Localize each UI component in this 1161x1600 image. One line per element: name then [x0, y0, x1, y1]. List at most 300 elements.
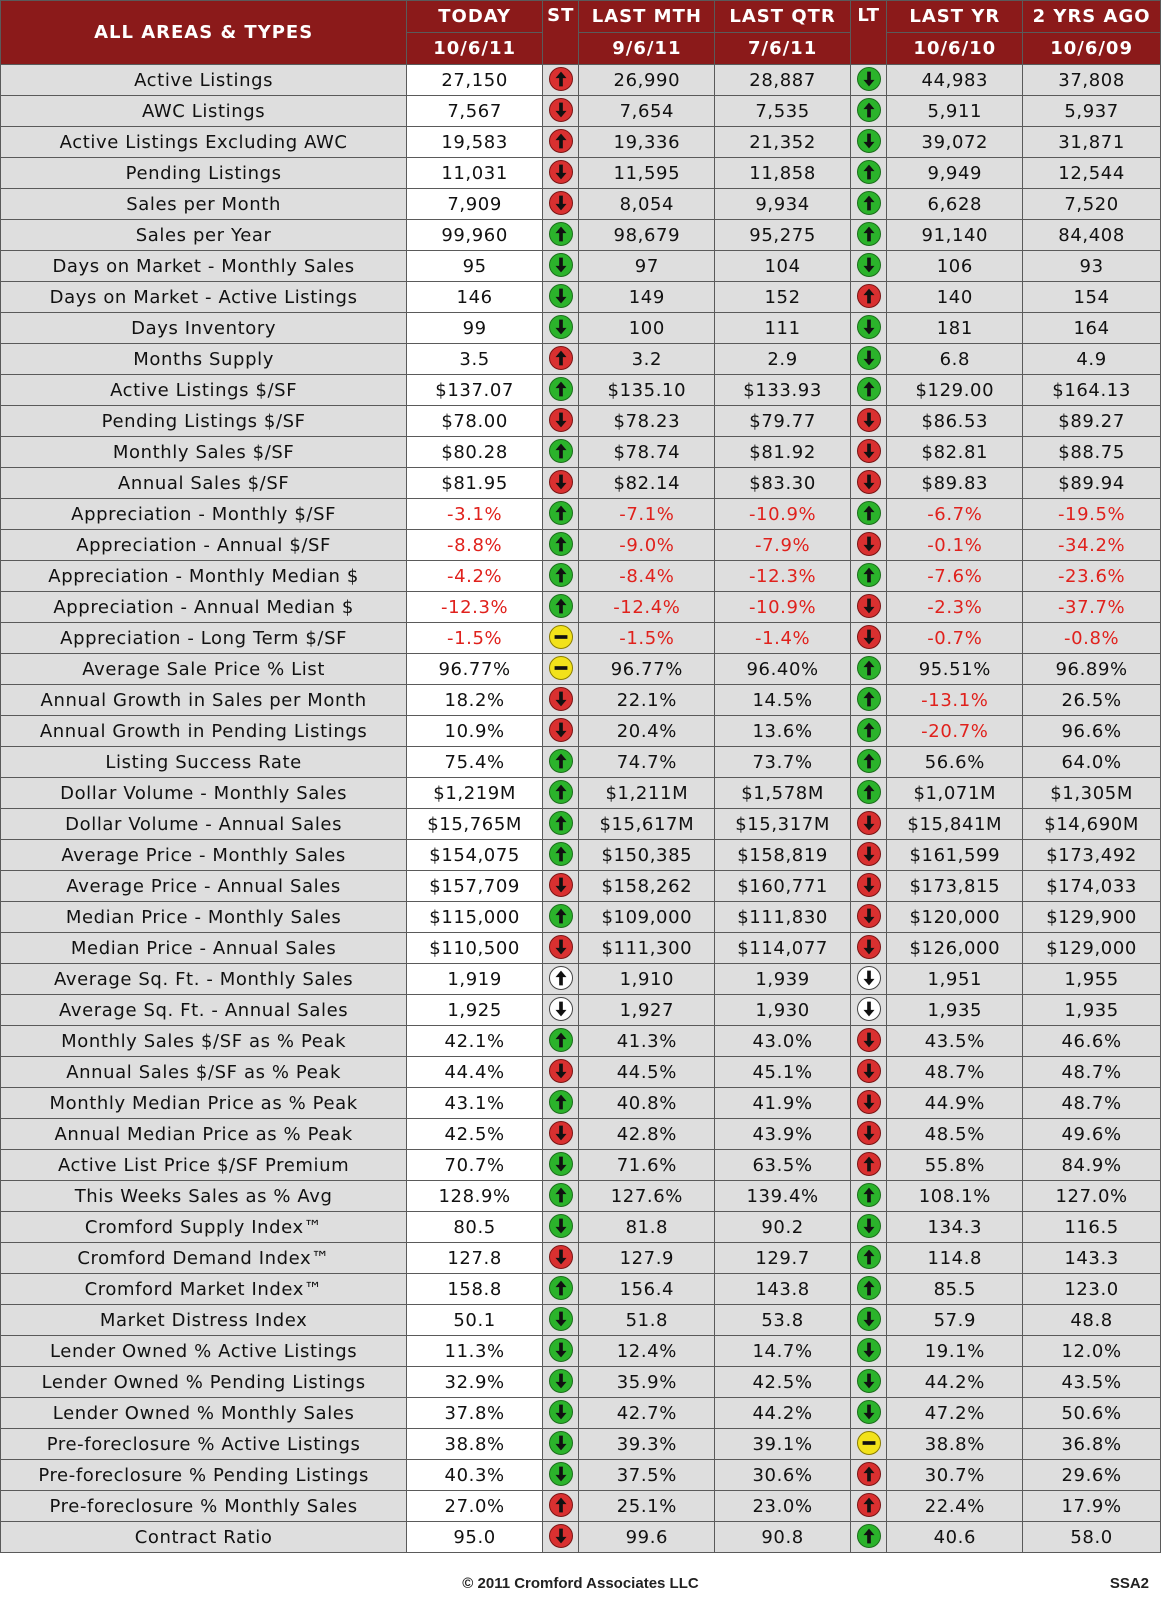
last-qtr-value: 43.9% [715, 1119, 851, 1150]
last-mth-value: 149 [579, 282, 715, 313]
two-yrs-value: 84.9% [1023, 1150, 1161, 1181]
st-indicator [543, 685, 579, 716]
today-value: 1,925 [407, 995, 543, 1026]
last-mth-value: 22.1% [579, 685, 715, 716]
lt-indicator [850, 1088, 886, 1119]
row-label: Pre-foreclosure % Monthly Sales [1, 1491, 407, 1522]
two-yrs-value: $129,000 [1023, 933, 1161, 964]
last-mth-value: 37.5% [579, 1460, 715, 1491]
arrow-down-red-icon [549, 687, 573, 711]
last-yr-value: -7.6% [887, 561, 1023, 592]
two-yrs-value: $1,305M [1023, 778, 1161, 809]
table-row [1, 530, 1161, 561]
arrow-down-white-icon [857, 966, 881, 990]
lt-indicator [850, 1522, 886, 1553]
arrow-down-green-icon [857, 67, 881, 91]
arrow-up-red-icon [857, 1462, 881, 1486]
today-value: 99 [407, 313, 543, 344]
col-today-date: 10/6/11 [407, 33, 543, 65]
last-mth-value: 100 [579, 313, 715, 344]
lt-indicator [850, 933, 886, 964]
arrow-down-red-icon [857, 935, 881, 959]
two-yrs-value: 58.0 [1023, 1522, 1161, 1553]
lt-indicator [850, 1460, 886, 1491]
arrow-down-red-icon [857, 625, 881, 649]
st-indicator [543, 840, 579, 871]
arrow-up-green-icon [549, 439, 573, 463]
table-row [1, 1119, 1161, 1150]
arrow-up-green-icon [549, 842, 573, 866]
arrow-up-green-icon [857, 160, 881, 184]
last-qtr-value: 41.9% [715, 1088, 851, 1119]
table-row [1, 1212, 1161, 1243]
lt-indicator [850, 282, 886, 313]
last-yr-value: 91,140 [887, 220, 1023, 251]
arrow-up-green-icon [549, 1090, 573, 1114]
two-yrs-value: $89.94 [1023, 468, 1161, 499]
last-yr-value: 57.9 [887, 1305, 1023, 1336]
last-mth-value: 42.8% [579, 1119, 715, 1150]
two-yrs-value: 7,520 [1023, 189, 1161, 220]
two-yrs-value: $173,492 [1023, 840, 1161, 871]
last-qtr-value: 45.1% [715, 1057, 851, 1088]
row-label: Pre-foreclosure % Active Listings [1, 1429, 407, 1460]
lt-indicator [850, 1491, 886, 1522]
last-mth-value: 51.8 [579, 1305, 715, 1336]
last-qtr-value: $15,317M [715, 809, 851, 840]
lt-indicator [850, 685, 886, 716]
table-row [1, 282, 1161, 313]
last-mth-value: 7,654 [579, 96, 715, 127]
today-value: $157,709 [407, 871, 543, 902]
two-yrs-value: $89.27 [1023, 406, 1161, 437]
today-value: 7,567 [407, 96, 543, 127]
today-value: 99,960 [407, 220, 543, 251]
table-row [1, 902, 1161, 933]
two-yrs-value: $14,690M [1023, 809, 1161, 840]
today-value: 3.5 [407, 344, 543, 375]
st-indicator [543, 902, 579, 933]
arrow-down-green-icon [549, 315, 573, 339]
arrow-up-green-icon [857, 98, 881, 122]
last-mth-value: 81.8 [579, 1212, 715, 1243]
two-yrs-value: 31,871 [1023, 127, 1161, 158]
last-yr-value: 40.6 [887, 1522, 1023, 1553]
last-mth-value: 127.9 [579, 1243, 715, 1274]
st-indicator [543, 1336, 579, 1367]
arrow-down-green-icon [549, 253, 573, 277]
st-indicator [543, 530, 579, 561]
st-indicator [543, 809, 579, 840]
st-indicator [543, 1181, 579, 1212]
last-mth-value: 19,336 [579, 127, 715, 158]
last-yr-value: 44,983 [887, 65, 1023, 96]
arrow-up-red-icon [549, 67, 573, 91]
two-yrs-value: 1,935 [1023, 995, 1161, 1026]
row-label: This Weeks Sales as % Avg [1, 1181, 407, 1212]
table-body [1, 65, 1161, 1553]
last-mth-value: 44.5% [579, 1057, 715, 1088]
lt-indicator [850, 189, 886, 220]
table-row [1, 1057, 1161, 1088]
table-row [1, 840, 1161, 871]
row-label: Active Listings Excluding AWC [1, 127, 407, 158]
lt-indicator [850, 1026, 886, 1057]
st-indicator [543, 747, 579, 778]
arrow-down-green-icon [549, 284, 573, 308]
copyright-notice: © 2011 Cromford Associates LLC [462, 1575, 699, 1592]
last-yr-value: -0.7% [887, 623, 1023, 654]
last-qtr-value: 9,934 [715, 189, 851, 220]
last-qtr-value: 63.5% [715, 1150, 851, 1181]
col-last-qtr-date: 7/6/11 [715, 33, 851, 65]
table-row [1, 127, 1161, 158]
st-indicator [543, 933, 579, 964]
two-yrs-value: 93 [1023, 251, 1161, 282]
lt-indicator [850, 127, 886, 158]
arrow-up-green-icon [549, 501, 573, 525]
last-yr-value: 6,628 [887, 189, 1023, 220]
st-indicator [543, 1491, 579, 1522]
row-label: Pending Listings [1, 158, 407, 189]
last-mth-value: 20.4% [579, 716, 715, 747]
last-yr-value: $173,815 [887, 871, 1023, 902]
today-value: 158.8 [407, 1274, 543, 1305]
lt-indicator [850, 1429, 886, 1460]
today-value: 75.4% [407, 747, 543, 778]
arrow-up-green-icon [549, 1183, 573, 1207]
arrow-up-green-icon [549, 1276, 573, 1300]
lt-indicator [850, 995, 886, 1026]
two-yrs-value: 48.8 [1023, 1305, 1161, 1336]
arrow-up-green-icon [549, 1028, 573, 1052]
lt-indicator [850, 1150, 886, 1181]
st-indicator [543, 1212, 579, 1243]
last-mth-value: 42.7% [579, 1398, 715, 1429]
last-mth-value: $82.14 [579, 468, 715, 499]
arrow-down-green-icon [549, 1338, 573, 1362]
lt-indicator [850, 871, 886, 902]
two-yrs-value: $174,033 [1023, 871, 1161, 902]
table-row [1, 65, 1161, 96]
st-indicator [543, 189, 579, 220]
arrow-down-red-icon [857, 470, 881, 494]
two-yrs-value: $164.13 [1023, 375, 1161, 406]
row-label: Annual Sales $/SF as % Peak [1, 1057, 407, 1088]
last-qtr-value: 43.0% [715, 1026, 851, 1057]
arrow-up-green-icon [857, 749, 881, 773]
last-yr-value: $15,841M [887, 809, 1023, 840]
lt-indicator [850, 809, 886, 840]
lt-indicator [850, 1336, 886, 1367]
row-label: Days on Market - Active Listings [1, 282, 407, 313]
last-qtr-value: $83.30 [715, 468, 851, 499]
st-indicator [543, 313, 579, 344]
last-qtr-value: 13.6% [715, 716, 851, 747]
row-label: Annual Sales $/SF [1, 468, 407, 499]
arrow-down-red-icon [857, 408, 881, 432]
two-yrs-value: 36.8% [1023, 1429, 1161, 1460]
st-indicator [543, 1522, 579, 1553]
header-row-labels [1, 1, 1161, 33]
last-yr-value: 48.5% [887, 1119, 1023, 1150]
row-label: Average Sq. Ft. - Annual Sales [1, 995, 407, 1026]
st-indicator [543, 406, 579, 437]
table-row [1, 747, 1161, 778]
lt-indicator [850, 623, 886, 654]
lt-indicator [850, 251, 886, 282]
today-value: $78.00 [407, 406, 543, 437]
last-yr-value: 55.8% [887, 1150, 1023, 1181]
last-yr-value: -0.1% [887, 530, 1023, 561]
lt-indicator [850, 964, 886, 995]
row-label: Active Listings $/SF [1, 375, 407, 406]
arrow-down-green-icon [549, 1369, 573, 1393]
table-row [1, 623, 1161, 654]
today-value: $154,075 [407, 840, 543, 871]
table-row [1, 964, 1161, 995]
last-yr-value: 39,072 [887, 127, 1023, 158]
last-yr-value: -13.1% [887, 685, 1023, 716]
last-mth-value: 74.7% [579, 747, 715, 778]
arrow-down-red-icon [857, 594, 881, 618]
two-yrs-value: 48.7% [1023, 1057, 1161, 1088]
last-qtr-value: $79.77 [715, 406, 851, 437]
last-qtr-value: 104 [715, 251, 851, 282]
last-yr-value: 48.7% [887, 1057, 1023, 1088]
last-yr-value: -2.3% [887, 592, 1023, 623]
arrow-down-red-icon [857, 811, 881, 835]
row-label: Contract Ratio [1, 1522, 407, 1553]
two-yrs-value: $88.75 [1023, 437, 1161, 468]
two-yrs-value: -37.7% [1023, 592, 1161, 623]
row-label: Sales per Year [1, 220, 407, 251]
arrow-up-green-icon [857, 718, 881, 742]
table-row [1, 251, 1161, 282]
st-indicator [543, 1460, 579, 1491]
row-label: Appreciation - Annual $/SF [1, 530, 407, 561]
arrow-down-green-icon [857, 346, 881, 370]
arrow-down-red-icon [549, 1245, 573, 1269]
last-yr-value: 5,911 [887, 96, 1023, 127]
row-label: Lender Owned % Monthly Sales [1, 1398, 407, 1429]
arrow-up-green-icon [857, 563, 881, 587]
neutral-dash-yellow-icon [549, 656, 573, 680]
arrow-down-green-icon [549, 1214, 573, 1238]
last-yr-value: 30.7% [887, 1460, 1023, 1491]
arrow-down-red-icon [549, 98, 573, 122]
arrow-down-green-icon [857, 1369, 881, 1393]
st-indicator [543, 1305, 579, 1336]
last-qtr-value: -12.3% [715, 561, 851, 592]
today-value: 128.9% [407, 1181, 543, 1212]
last-yr-value: 22.4% [887, 1491, 1023, 1522]
last-qtr-value: 95,275 [715, 220, 851, 251]
last-mth-value: $109,000 [579, 902, 715, 933]
arrow-down-red-icon [549, 718, 573, 742]
last-mth-value: $158,262 [579, 871, 715, 902]
row-label: Listing Success Rate [1, 747, 407, 778]
today-value: $115,000 [407, 902, 543, 933]
today-value: 32.9% [407, 1367, 543, 1398]
two-yrs-value: 46.6% [1023, 1026, 1161, 1057]
today-value: 38.8% [407, 1429, 543, 1460]
table-row [1, 344, 1161, 375]
arrow-down-red-icon [857, 1028, 881, 1052]
today-value: 70.7% [407, 1150, 543, 1181]
today-value: 40.3% [407, 1460, 543, 1491]
last-mth-value: 39.3% [579, 1429, 715, 1460]
lt-indicator [850, 902, 886, 933]
two-yrs-value: 17.9% [1023, 1491, 1161, 1522]
arrow-down-red-icon [549, 873, 573, 897]
row-label: Pending Listings $/SF [1, 406, 407, 437]
last-qtr-value: 23.0% [715, 1491, 851, 1522]
last-qtr-value: 28,887 [715, 65, 851, 96]
st-indicator [543, 871, 579, 902]
col-last-mth-label: LAST MTH [579, 1, 715, 33]
today-value: 37.8% [407, 1398, 543, 1429]
arrow-down-red-icon [857, 1059, 881, 1083]
table-row [1, 220, 1161, 251]
table-row [1, 406, 1161, 437]
last-yr-value: 44.2% [887, 1367, 1023, 1398]
two-yrs-value: 5,937 [1023, 96, 1161, 127]
last-yr-value: 6.8 [887, 344, 1023, 375]
today-value: 80.5 [407, 1212, 543, 1243]
two-yrs-value: 96.6% [1023, 716, 1161, 747]
lt-indicator [850, 158, 886, 189]
footer [0, 1570, 1161, 1600]
last-qtr-value: 129.7 [715, 1243, 851, 1274]
today-value: -4.2% [407, 561, 543, 592]
arrow-down-red-icon [549, 935, 573, 959]
st-indicator [543, 1398, 579, 1429]
table-row [1, 189, 1161, 220]
last-mth-value: 99.6 [579, 1522, 715, 1553]
row-label: Dollar Volume - Monthly Sales [1, 778, 407, 809]
row-label: Days on Market - Monthly Sales [1, 251, 407, 282]
arrow-down-green-icon [857, 253, 881, 277]
row-label: Median Price - Annual Sales [1, 933, 407, 964]
last-qtr-value: 139.4% [715, 1181, 851, 1212]
lt-indicator [850, 220, 886, 251]
last-yr-value: 106 [887, 251, 1023, 282]
st-indicator [543, 65, 579, 96]
row-label: Monthly Sales $/SF as % Peak [1, 1026, 407, 1057]
two-yrs-value: -19.5% [1023, 499, 1161, 530]
st-indicator [543, 1243, 579, 1274]
two-yrs-value: 127.0% [1023, 1181, 1161, 1212]
last-mth-value: 41.3% [579, 1026, 715, 1057]
st-indicator [543, 158, 579, 189]
arrow-down-green-icon [857, 1338, 881, 1362]
arrow-down-white-icon [549, 997, 573, 1021]
st-indicator [543, 437, 579, 468]
lt-indicator [850, 65, 886, 96]
today-value: -3.1% [407, 499, 543, 530]
lt-indicator [850, 499, 886, 530]
col-two-yrs-date: 10/6/09 [1023, 33, 1161, 65]
last-yr-value: -6.7% [887, 499, 1023, 530]
two-yrs-value: 12,544 [1023, 158, 1161, 189]
arrow-down-green-icon [857, 1307, 881, 1331]
last-qtr-value: 14.5% [715, 685, 851, 716]
lt-indicator [850, 1243, 886, 1274]
table-row [1, 437, 1161, 468]
table-row [1, 1522, 1161, 1553]
lt-indicator [850, 344, 886, 375]
arrow-up-green-icon [549, 377, 573, 401]
st-indicator [543, 778, 579, 809]
col-last-mth-date: 9/6/11 [579, 33, 715, 65]
two-yrs-value: 49.6% [1023, 1119, 1161, 1150]
two-yrs-value: 29.6% [1023, 1460, 1161, 1491]
table-row [1, 1150, 1161, 1181]
last-mth-value: 8,054 [579, 189, 715, 220]
today-value: 95 [407, 251, 543, 282]
last-mth-value: 96.77% [579, 654, 715, 685]
table-row [1, 499, 1161, 530]
arrow-down-red-icon [549, 1121, 573, 1145]
today-value: 18.2% [407, 685, 543, 716]
last-qtr-value: 53.8 [715, 1305, 851, 1336]
row-label: Average Price - Annual Sales [1, 871, 407, 902]
table-row [1, 1305, 1161, 1336]
last-qtr-value: 1,930 [715, 995, 851, 1026]
last-qtr-value: 42.5% [715, 1367, 851, 1398]
last-mth-value: -12.4% [579, 592, 715, 623]
col-last-yr-label: LAST YR [887, 1, 1023, 33]
last-mth-value: $15,617M [579, 809, 715, 840]
arrow-down-red-icon [549, 191, 573, 215]
two-yrs-value: 143.3 [1023, 1243, 1161, 1274]
table-row [1, 654, 1161, 685]
row-label: Monthly Median Price as % Peak [1, 1088, 407, 1119]
row-label: Sales per Month [1, 189, 407, 220]
today-value: -8.8% [407, 530, 543, 561]
last-mth-value: 26,990 [579, 65, 715, 96]
last-qtr-value: $133.93 [715, 375, 851, 406]
last-mth-value: 98,679 [579, 220, 715, 251]
last-qtr-value: $158,819 [715, 840, 851, 871]
st-indicator [543, 623, 579, 654]
col-today-label: TODAY [407, 1, 543, 33]
table-row [1, 716, 1161, 747]
last-mth-value: $78.74 [579, 437, 715, 468]
st-indicator [543, 1026, 579, 1057]
lt-indicator [850, 561, 886, 592]
row-label: Lender Owned % Active Listings [1, 1336, 407, 1367]
table-row [1, 561, 1161, 592]
arrow-down-red-icon [857, 1090, 881, 1114]
row-label: Median Price - Monthly Sales [1, 902, 407, 933]
last-yr-value: 44.9% [887, 1088, 1023, 1119]
last-mth-value: 127.6% [579, 1181, 715, 1212]
arrow-up-green-icon [857, 1276, 881, 1300]
last-yr-value: 1,951 [887, 964, 1023, 995]
two-yrs-value: 43.5% [1023, 1367, 1161, 1398]
today-value: 27,150 [407, 65, 543, 96]
last-yr-value: $126,000 [887, 933, 1023, 964]
st-indicator [543, 375, 579, 406]
col-st-label: ST [543, 1, 579, 65]
last-qtr-value: 90.2 [715, 1212, 851, 1243]
lt-indicator [850, 437, 886, 468]
arrow-down-green-icon [549, 1431, 573, 1455]
last-qtr-value: $1,578M [715, 778, 851, 809]
today-value: $15,765M [407, 809, 543, 840]
